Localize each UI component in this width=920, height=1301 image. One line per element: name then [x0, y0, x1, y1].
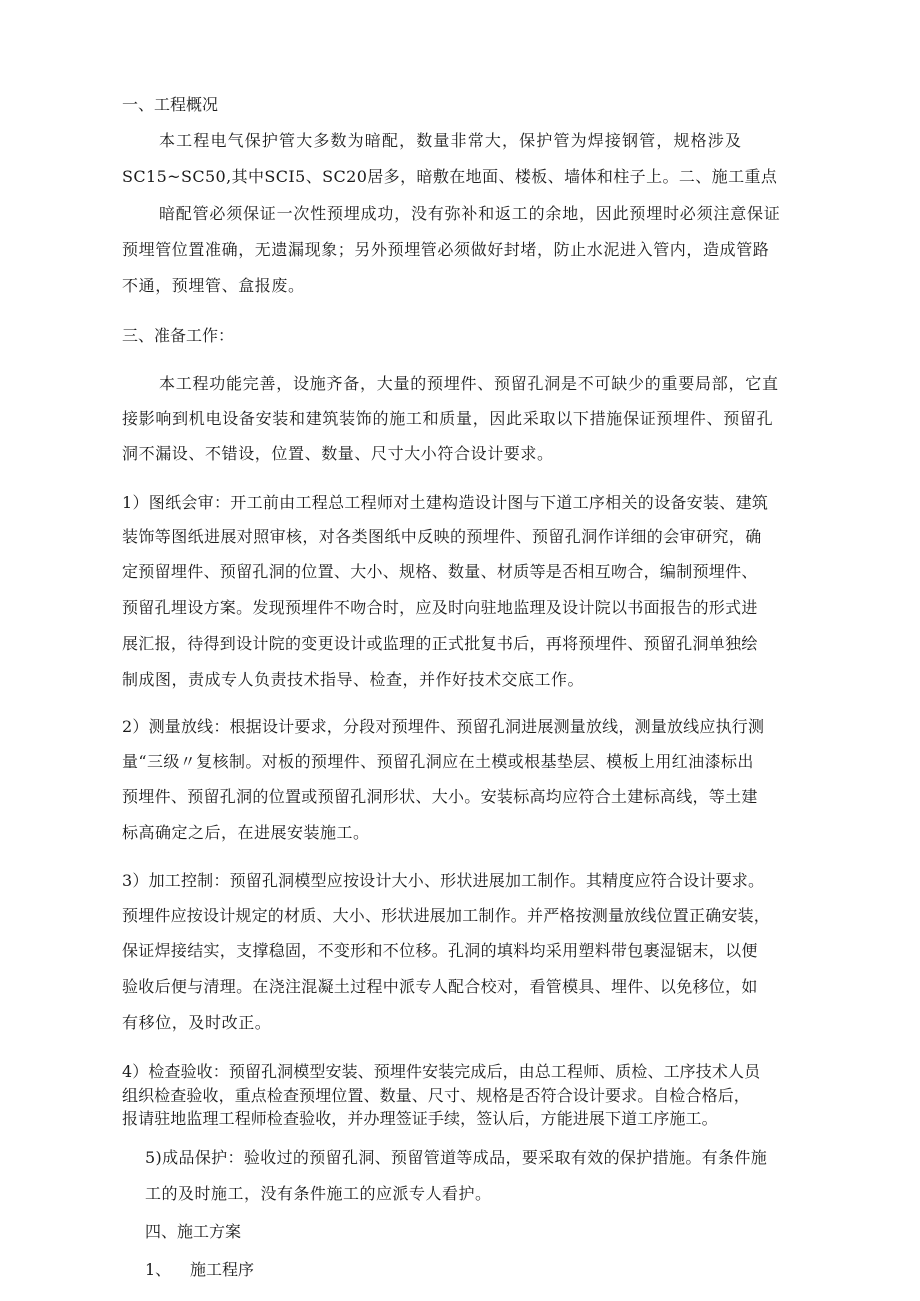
list-item-2-line: 预埋件、预留孔洞的位置或预留孔洞形状、大小。安装标高均应符合土建标高线，等土建: [122, 787, 758, 806]
list-item-5-line: 工的及时施工，没有条件施工的应派专人看护。: [145, 1184, 492, 1203]
paragraph-line: 本工程电气保护管大多数为暗配，数量非常大，保护管为焊接钢管，规格涉及: [159, 131, 743, 150]
list-item-3-line: 3）加工控制：预留孔洞模型应按设计大小、形状进展加工制作。其精度应符合设计要求。: [122, 871, 765, 890]
paragraph-line: 洞不漏设、不错设，位置、数量、尺寸大小符合设计要求。: [122, 444, 554, 463]
paragraph-line: 暗配管必须保证一次性预埋成功，没有弥补和返工的余地，因此预埋时必须注意保证: [159, 204, 781, 223]
paragraph-line: 本工程功能完善，设施齐备，大量的预埋件、预留孔洞是不可缺少的重要局部，它直: [159, 374, 779, 393]
list-item-1-line: 装饰等图纸进展对照审核，对各类图纸中反映的预埋件、预留孔洞作详细的会审研究，确: [122, 527, 762, 546]
list-item-5-line: 5)成品保护：验收过的预留孔洞、预留管道等成品，要采取有效的保护措施。有条件施: [145, 1148, 768, 1167]
list-item-4-line: 报请驻地监理工程师检查验收，并办理签证手续，签认后，方能进展下道工序施工。: [122, 1109, 718, 1128]
list-item-1-line: 预留孔埋设方案。发现预埋件不吻合时，应及时向驻地监理及设计院以书面报告的形式进: [122, 598, 758, 617]
paragraph-line: 预埋管位置准确，无遗漏现象；另外预埋管必须做好封堵，防止水泥进入管内，造成管路: [122, 240, 770, 259]
section-heading-4: 四、施工方案: [145, 1222, 242, 1241]
section-heading-3: 三、准备工作：: [122, 326, 235, 345]
list-item-3-line: 有移位，及时改正。: [122, 1013, 272, 1032]
paragraph-line: 不通，预埋管、盒报废。: [122, 276, 305, 295]
list-item-2-line: 2）测量放线：根据设计要求，分段对预埋件、预留孔洞进展测量放线，测量放线应执行测: [122, 717, 765, 736]
list-item-1-line: 制成图，责成专人负责技术指导、检查，并作好技术交底工作。: [122, 670, 585, 689]
list-item-1-line: 展汇报，待得到设计院的变更设计或监理的正式批复书后，再将预埋件、预留孔洞单独绘: [122, 634, 758, 653]
list-item-1-line: 1）图纸会审：开工前由工程总工程师对土建构造设计图与下道工序相关的设备安装、建筑: [122, 493, 769, 512]
subsection-number: 1、: [145, 1260, 172, 1279]
list-item-3-line: 验收后便与清理。在浇注混凝土过程中派专人配合校对，看管模具、埋件、以免移位，如: [122, 977, 758, 996]
list-item-3-line: 保证焊接结实，支撑稳固，不变形和不位移。孔洞的填料均采用塑料带包裹湿锯末，以便: [122, 941, 758, 960]
paragraph-line: 接影响到机电设备安装和建筑装饰的施工和质量，因此采取以下措施保证预埋件、预留孔: [122, 409, 774, 428]
paragraph-line: SC15~SC50,其中SCI5、SC20居多，暗敷在地面、楼板、墙体和柱子上。二、施工重点: [122, 167, 778, 186]
list-item-4-line: 组织检查验收，重点检查预埋位置、数量、尺寸、规格是否符合设计要求。自检合格后，: [122, 1086, 750, 1105]
list-item-2-line: 标高确定之后，在进展安装施工。: [122, 823, 370, 842]
list-item-1-line: 定预留埋件、预留孔洞的位置、大小、规格、数量、材质等是否相互吻合，编制预埋件、: [122, 562, 758, 581]
list-item-3-line: 预埋件应按设计规定的材质、大小、形状进展加工制作。并严格按测量放线位置正确安装，: [122, 906, 771, 925]
section-heading-1: 一、工程概况: [122, 95, 219, 114]
list-item-4-line: 4）检查验收：预留孔洞模型安装、预埋件安装完成后，由总工程师、质检、工序技术人员: [122, 1062, 761, 1081]
subsection-title: 施工程序: [190, 1260, 255, 1279]
list-item-2-line: 量“三级〃复核制。对板的预埋件、预留孔洞应在土模或根基垫层、模板上用红油漆标出: [122, 752, 754, 771]
